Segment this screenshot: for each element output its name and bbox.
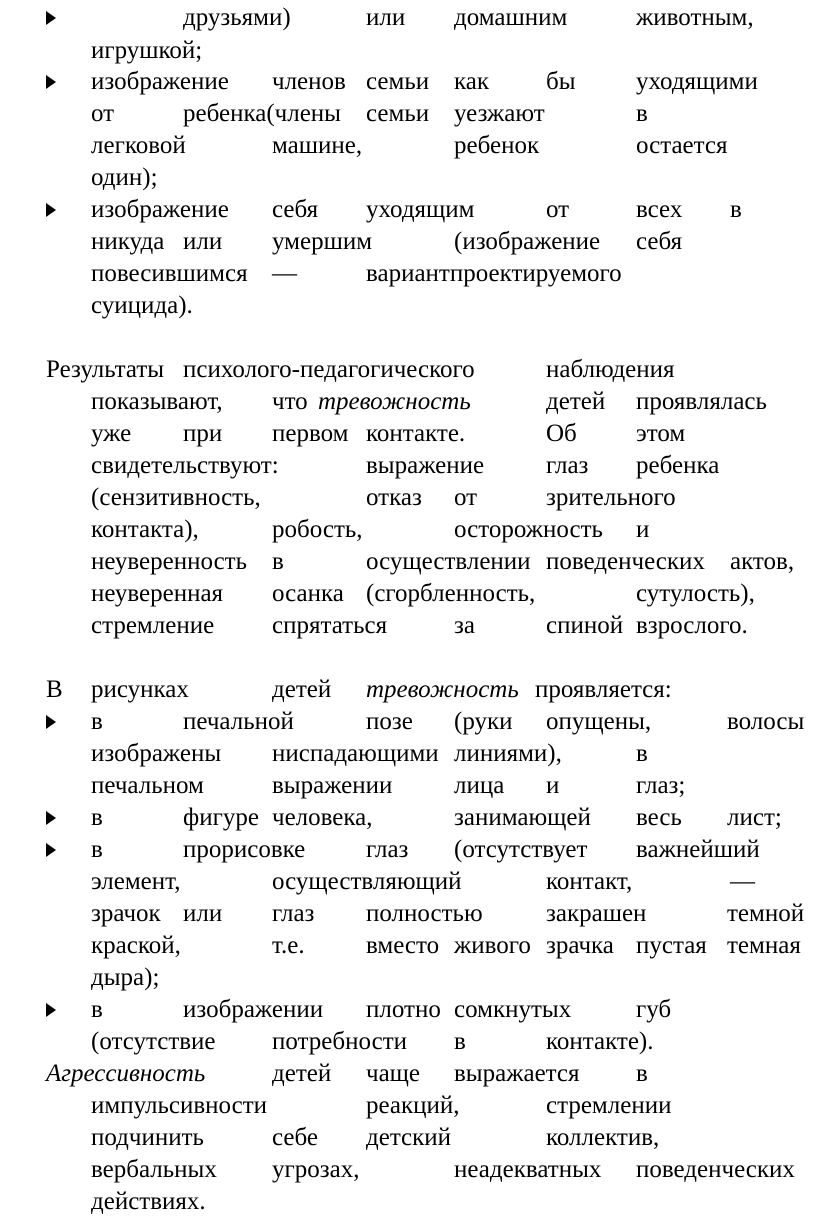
word: важнейший (636, 836, 760, 863)
word: за (454, 612, 475, 639)
word: спиной (546, 612, 624, 639)
word: закрашен (546, 900, 647, 927)
word: от (454, 484, 478, 511)
word: контакте). (546, 1028, 654, 1055)
word: темной (727, 900, 805, 927)
word: импульсивности (91, 1092, 268, 1119)
word: темная (727, 932, 801, 959)
word: свидетельствуют: (91, 452, 279, 479)
bullet-arrow-icon (46, 203, 56, 217)
word: угрозах, (272, 1156, 360, 1183)
word: неуверенная (91, 580, 224, 607)
word: проявлялась (636, 388, 767, 415)
word: в (91, 804, 103, 831)
word: в (636, 740, 648, 767)
word: в (91, 836, 103, 863)
word: животным, (636, 4, 754, 31)
bullet-arrow-icon (46, 811, 56, 825)
word: психолого-педагогического (183, 356, 475, 383)
word: опущены, (546, 708, 652, 735)
word: линиями), (454, 740, 562, 767)
word: осанка (272, 580, 344, 607)
word: контакт, (546, 868, 633, 895)
word: отказ (366, 484, 422, 511)
bullet-arrow-icon (46, 75, 56, 89)
word: детей (272, 676, 332, 703)
word: детский (366, 1124, 452, 1151)
word: коллектив, (546, 1124, 660, 1151)
word: лист; (727, 804, 782, 831)
word: рисунках (91, 676, 189, 703)
word: умершим (272, 228, 373, 255)
word: робость, (272, 516, 363, 543)
bullet-arrow-icon (46, 715, 56, 729)
word: тревожность (366, 676, 519, 703)
word: один); (91, 164, 158, 191)
word: глаз (546, 452, 589, 479)
word: вместо (366, 932, 440, 959)
word: изображены (91, 740, 222, 767)
word: — (730, 868, 755, 895)
word: ребенок (454, 132, 540, 159)
word: вариантпроектируемого (366, 260, 622, 287)
word: уже (91, 420, 132, 447)
word: вербальных (91, 1156, 217, 1183)
word: проявляется: (535, 676, 672, 703)
word: (отсутствует (454, 836, 588, 863)
word: зрачка (546, 932, 614, 959)
word: от (546, 196, 570, 223)
word: бы (546, 68, 576, 95)
word: волосы (727, 708, 805, 735)
word: при (183, 420, 223, 447)
word: поведенческих (636, 1156, 795, 1183)
word: изображение (91, 196, 229, 223)
word: детей (272, 1060, 332, 1087)
word: занимающей (454, 804, 591, 831)
word: сутулость), (636, 580, 755, 607)
word: глаз (272, 900, 315, 927)
word: неуверенность (91, 548, 248, 575)
word: изображение (91, 68, 229, 95)
bullet-arrow-icon (46, 843, 56, 857)
word: или (183, 228, 223, 255)
word: ребенка(члены (183, 100, 341, 127)
word: Результаты (46, 356, 165, 383)
word: членов (272, 68, 346, 95)
word: актов, (730, 548, 795, 575)
word: суицида). (91, 292, 193, 319)
word: в (454, 1028, 466, 1055)
word: (сгорбленность, (366, 580, 536, 607)
word: машине, (272, 132, 363, 159)
word: этом (636, 420, 686, 447)
word: показывают, (91, 388, 223, 415)
word: осуществляющий (272, 868, 462, 895)
word: фигуре (183, 804, 259, 831)
word: губ (636, 996, 672, 1023)
word: и (636, 516, 650, 543)
word: что (272, 388, 308, 415)
word: В (46, 676, 63, 703)
word: семьи (366, 100, 430, 127)
word: легковой (91, 132, 186, 159)
word: глаз; (636, 772, 686, 799)
word: весь (636, 804, 682, 831)
word: т.е. (272, 932, 305, 959)
word: поведенческих (546, 548, 705, 575)
word: (изображение (454, 228, 601, 255)
word: подчинить (91, 1124, 204, 1151)
word: домашним (454, 4, 568, 31)
word: — (272, 260, 297, 287)
word: уходящим (366, 196, 475, 223)
word: в (91, 996, 103, 1023)
word: первом (272, 420, 349, 447)
word: лица (454, 772, 505, 799)
word: действиях. (91, 1188, 206, 1215)
word: (сензитивность, (91, 484, 261, 511)
word: осуществлении (366, 548, 531, 575)
word: ниспадающими (272, 740, 439, 767)
word: плотно (366, 996, 441, 1023)
word: печальном (91, 772, 204, 799)
word: уезжают (454, 100, 545, 127)
word: пустая (636, 932, 707, 959)
word: выражении (272, 772, 393, 799)
word: краской, (91, 932, 181, 959)
word: живого (454, 932, 531, 959)
word: Агрессивность (46, 1060, 206, 1087)
word: друзьями) (183, 4, 291, 31)
word: изображении (183, 996, 324, 1023)
word: элемент, (91, 868, 181, 895)
word: детей (546, 388, 606, 415)
word: зрительного (546, 484, 676, 511)
word: неадекватных (454, 1156, 602, 1183)
word: себя (272, 196, 319, 223)
word: ребенка (636, 452, 720, 479)
word: себя (636, 228, 683, 255)
word: печальной (183, 708, 294, 735)
word: спрятаться (272, 612, 388, 639)
word: стремлении (546, 1092, 672, 1119)
word: остается (636, 132, 728, 159)
word: Об (546, 420, 577, 447)
word: выражается (454, 1060, 580, 1087)
word: полностью (366, 900, 483, 927)
word: никуда (91, 228, 165, 255)
word: зрачок (91, 900, 161, 927)
word: себе (272, 1124, 318, 1151)
word: чаще (366, 1060, 421, 1087)
word: осторожность (454, 516, 603, 543)
word: в (636, 100, 648, 127)
word: прорисовке (183, 836, 306, 863)
word: (отсутствие (91, 1028, 216, 1055)
word: контакта), (91, 516, 199, 543)
word: стремление (91, 612, 215, 639)
word: в (272, 548, 284, 575)
word: тревожность (318, 388, 471, 415)
word: семьи (366, 68, 430, 95)
word: дыра); (91, 964, 160, 991)
word: игрушкой; (91, 37, 203, 64)
word: реакций, (366, 1092, 460, 1119)
word: позе (366, 708, 413, 735)
word: всех (636, 196, 683, 223)
word: уходящими (636, 68, 758, 95)
word: человека, (272, 804, 373, 831)
word: в (636, 1060, 648, 1087)
word: сомкнутых (454, 996, 572, 1023)
word: в (730, 196, 742, 223)
word: выражение (366, 452, 485, 479)
word: повесившимся (91, 260, 248, 287)
word: потребности (272, 1028, 407, 1055)
word: и (546, 772, 560, 799)
word: в (91, 708, 103, 735)
word: взрослого. (636, 612, 748, 639)
word: как (454, 68, 490, 95)
word: или (183, 900, 223, 927)
word: наблюдения (546, 356, 675, 383)
word: контакте. (366, 420, 466, 447)
word: (руки (454, 708, 513, 735)
bullet-arrow-icon (46, 1003, 56, 1017)
word: глаз (366, 836, 409, 863)
word: от (91, 100, 115, 127)
word: или (366, 4, 406, 31)
bullet-arrow-icon (46, 11, 56, 25)
